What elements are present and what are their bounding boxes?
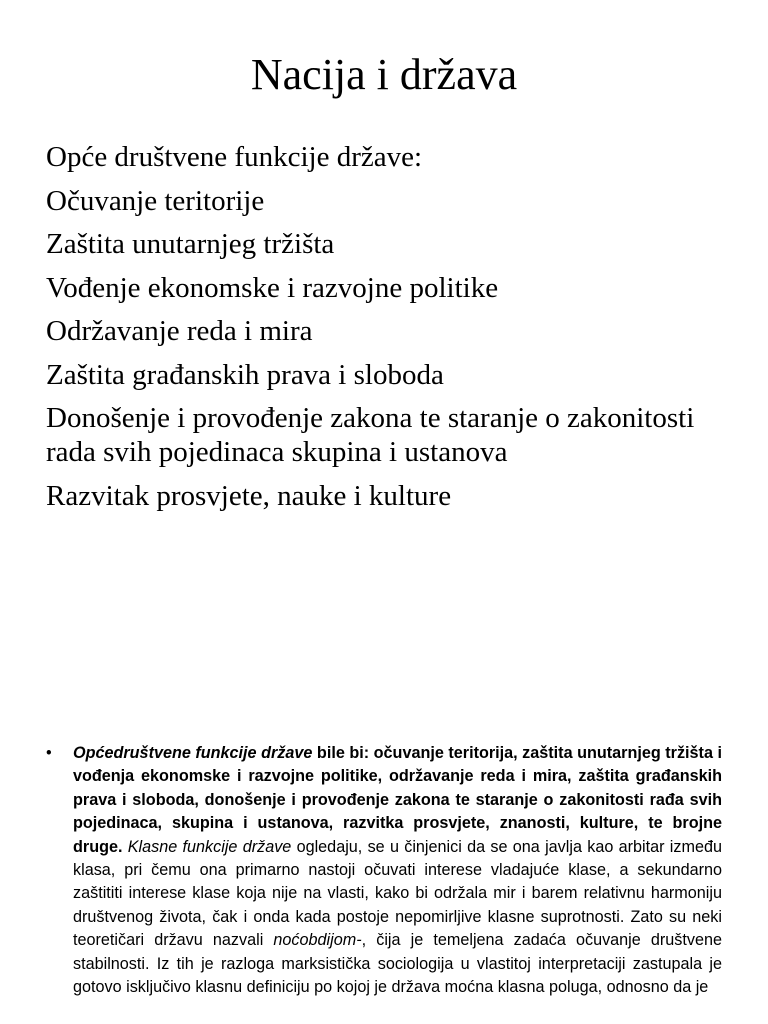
list-item: Održavanje reda i mira <box>46 315 313 347</box>
notes-term-general: Općedruštvene funkcije države <box>73 744 313 762</box>
bullet-icon: • <box>46 744 52 762</box>
notes-term-nightwatch: noćobdijom- <box>273 931 362 950</box>
notes-paragraph <box>73 742 722 999</box>
slide-title: Nacija i država <box>250 50 518 99</box>
list-item: Donošenje i provođenje zakona te staranje o zakonitosti rada svih pojedinaca skupina i ustanova <box>46 402 695 468</box>
list-item: Razvitak prosvjete, nauke i kulture <box>46 479 452 512</box>
functions-list <box>46 140 736 522</box>
speaker-notes <box>46 742 722 999</box>
notes-conclusion: , čija je temeljena zadaća očuvanje društvene stabilnosti. Iz tih je razloga marksistička sociologija u vlastitoj interpretaciji zastupala je gotovo isključivo klasnu definiciju po kojoj je država moćna klasna poluga, odnosno da je <box>73 931 722 997</box>
notes-term-class: Klasne funkcije države <box>127 837 292 856</box>
notes-class-functions: ogledaju, se u činjenici da se ona javlja kao arbitar između klasa, pri čemu ona primarno nastoji očuvati interese vladajuće klase, a sekundarno zaštititi interese klase koja nije na vlasti, kako bi održala mir i barem relativnu harmoniju društvenog života, čak i onda kada postoje nepomirljive klasne suprotnosti. Zato su neki teoretičari državu nazvali <box>73 837 722 950</box>
list-item: Zaštita građanskih prava i sloboda <box>46 358 444 391</box>
list-item: Očuvanje teritorije <box>46 184 265 217</box>
notes-general-functions: bile bi: očuvanje teritorija, zaštita unutarnjeg tržišta i vođenja ekonomske i razvojne politike, održavanje reda i mira, zaštita građanskih prava i sloboda, donošenje i provođenje zakona te staranje o zakonitosti rađa svih pojedinaca, skupina i ustanova, razvitka prosvjete, znanosti, kulture, te brojne druge. <box>73 744 722 856</box>
list-item: Vođenje ekonomske i razvojne politike <box>46 271 499 304</box>
list-item: Opće društvene funkcije države: <box>46 141 423 173</box>
list-item: Zaštita unutarnjeg tržišta <box>46 228 335 260</box>
